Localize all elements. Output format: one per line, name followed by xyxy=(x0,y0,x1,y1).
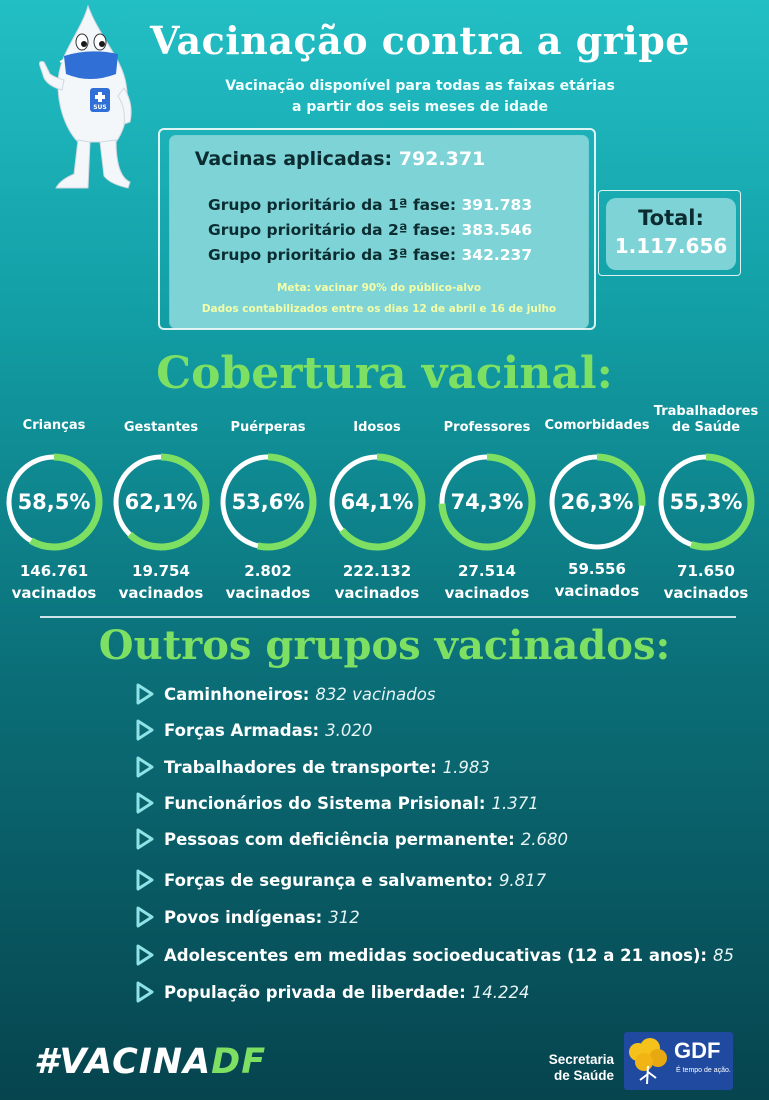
subtitle-line-2: a partir dos seis meses de idade xyxy=(292,99,548,115)
gdf-label: GDF xyxy=(674,1038,721,1063)
vaccinated-count: 222.132 xyxy=(342,562,412,580)
group-value: 312 xyxy=(328,907,360,927)
play-arrow-icon xyxy=(134,943,156,967)
play-arrow-icon xyxy=(134,827,156,851)
coverage-percent: 53,6% xyxy=(231,490,305,514)
group-name: Adolescentes em medidas socioeducativas (12 a 21 anos): xyxy=(164,945,708,965)
group-value: 832 vacinados xyxy=(315,684,436,704)
coverage-percent: 74,3% xyxy=(450,490,524,514)
coverage-group-label xyxy=(652,404,760,436)
group-name: Pessoas com deficiência permanente: xyxy=(164,829,515,849)
coverage-percent: 55,3% xyxy=(669,490,743,514)
group-label-line-1: Puérperas xyxy=(230,420,306,435)
coverage-percent: 58,5% xyxy=(17,490,91,514)
phase-label: Grupo prioritário da 3ª fase: xyxy=(208,246,457,264)
phase-value: 342.237 xyxy=(461,246,533,264)
secretaria-logo xyxy=(528,1052,614,1084)
other-group-item xyxy=(134,905,360,929)
total-panel xyxy=(606,198,736,270)
coverage-percent: 64,1% xyxy=(340,490,414,514)
group-label-line-1: Professores xyxy=(443,420,531,435)
page-title: Vacinação contra a gripe xyxy=(150,18,690,63)
other-group-item xyxy=(134,718,372,742)
other-group-item xyxy=(134,755,490,779)
hashtag-part-1: #VACINA xyxy=(34,1042,212,1082)
coverage-count xyxy=(213,560,323,604)
coverage-group-label xyxy=(0,418,108,434)
coverage-title: Cobertura vacinal: xyxy=(156,348,613,399)
coverage-group-label xyxy=(214,420,322,436)
vaccinated-unit: vacinados xyxy=(444,584,530,602)
phase-label: Grupo prioritário da 2ª fase: xyxy=(208,221,457,239)
play-arrow-icon xyxy=(134,755,156,779)
others-title: Outros grupos vacinados: xyxy=(98,622,671,669)
vaccinated-count: 19.754 xyxy=(132,562,190,580)
coverage-group-label xyxy=(323,420,431,436)
coverage-group-label xyxy=(543,418,651,434)
coverage-percent: 26,3% xyxy=(560,490,634,514)
svg-text:SUS: SUS xyxy=(93,104,107,111)
other-group-item xyxy=(134,868,546,892)
vaccinated-count: 2.802 xyxy=(244,562,292,580)
group-label-line-1: Comorbidades xyxy=(544,418,650,433)
group-value: 3.020 xyxy=(325,720,373,740)
group-name: Povos indígenas: xyxy=(164,907,323,927)
vaccinated-unit: vacinados xyxy=(118,584,204,602)
other-group-item xyxy=(134,791,539,815)
vaccinated-unit: vacinados xyxy=(663,584,749,602)
applied-label: Vacinas aplicadas: xyxy=(194,148,393,170)
group-value: 1.983 xyxy=(442,757,490,777)
play-arrow-icon xyxy=(134,905,156,929)
group-label-line-1: Gestantes xyxy=(123,420,199,435)
play-arrow-icon xyxy=(134,718,156,742)
group-value: 1.371 xyxy=(491,793,539,813)
group-label-line-1: Trabalhadores xyxy=(653,404,759,419)
total-value: 1.117.656 xyxy=(614,234,728,258)
applied-vaccines xyxy=(170,148,510,170)
vaccinated-count: 59.556 xyxy=(568,560,626,578)
other-group-item xyxy=(134,943,734,967)
play-arrow-icon xyxy=(134,791,156,815)
hashtag-part-2: DF xyxy=(211,1042,267,1082)
coverage-percent: 62,1% xyxy=(124,490,198,514)
coverage-count xyxy=(106,560,216,604)
coverage-count xyxy=(432,560,542,604)
coverage-group-label xyxy=(433,420,541,436)
secretaria-line-1: Secretaria xyxy=(548,1052,614,1067)
phase-1-row xyxy=(180,196,590,214)
hashtag xyxy=(34,1042,266,1082)
coverage-count xyxy=(651,560,761,604)
subtitle-line-1: Vacinação disponível para todas as faixas etárias xyxy=(225,78,615,94)
group-value: 2.680 xyxy=(520,829,569,849)
group-name: População privada de liberdade: xyxy=(164,982,466,1002)
group-name: Funcionários do Sistema Prisional: xyxy=(164,793,486,813)
group-name: Forças de segurança e salvamento: xyxy=(164,870,493,890)
applied-value: 792.371 xyxy=(398,148,486,170)
coverage-count xyxy=(322,560,432,604)
goal-note: Meta: vacinar 90% do público-alvo xyxy=(276,282,482,294)
group-label-line-1: Idosos xyxy=(353,420,401,435)
gdf-slogan: É tempo de ação. xyxy=(676,1067,731,1074)
page-subtitle xyxy=(170,76,670,118)
group-value: 9.817 xyxy=(498,870,547,890)
vaccinated-unit: vacinados xyxy=(225,584,311,602)
group-value: 85 xyxy=(713,945,735,965)
group-label-line-1: Crianças xyxy=(22,418,86,433)
other-group-item xyxy=(134,980,529,1004)
vaccinated-count: 71.650 xyxy=(677,562,735,580)
vaccinated-count: 27.514 xyxy=(458,562,516,580)
vaccinated-count: 146.761 xyxy=(19,562,89,580)
phase-value: 391.783 xyxy=(461,196,533,214)
other-group-item xyxy=(134,827,568,851)
coverage-group-label xyxy=(107,420,215,436)
phase-value: 383.546 xyxy=(461,221,533,239)
phase-label: Grupo prioritário da 1ª fase: xyxy=(208,196,457,214)
phase-2-row xyxy=(180,221,590,239)
group-name: Caminhoneiros: xyxy=(164,684,310,704)
phase-3-row xyxy=(180,246,590,264)
secretaria-line-2: de Saúde xyxy=(553,1068,614,1083)
ipe-tree-icon xyxy=(624,1032,672,1090)
group-label-line-2: de Saúde xyxy=(671,420,741,435)
total-label: Total: xyxy=(638,206,704,230)
vaccinated-unit: vacinados xyxy=(554,582,640,600)
section-divider xyxy=(40,616,736,618)
coverage-count xyxy=(0,560,109,604)
group-name: Trabalhadores de transporte: xyxy=(164,757,437,777)
group-name: Forças Armadas: xyxy=(164,720,320,740)
vaccinated-unit: vacinados xyxy=(334,584,420,602)
other-group-item xyxy=(134,682,435,706)
group-value: 14.224 xyxy=(471,982,530,1002)
vaccinated-unit: vacinados xyxy=(11,584,97,602)
period-note: Dados contabilizados entre os dias 12 de abril e 16 de julho xyxy=(201,303,557,315)
play-arrow-icon xyxy=(134,682,156,706)
play-arrow-icon xyxy=(134,980,156,1004)
mascot-illustration xyxy=(30,4,140,194)
coverage-count xyxy=(542,558,652,602)
play-arrow-icon xyxy=(134,868,156,892)
